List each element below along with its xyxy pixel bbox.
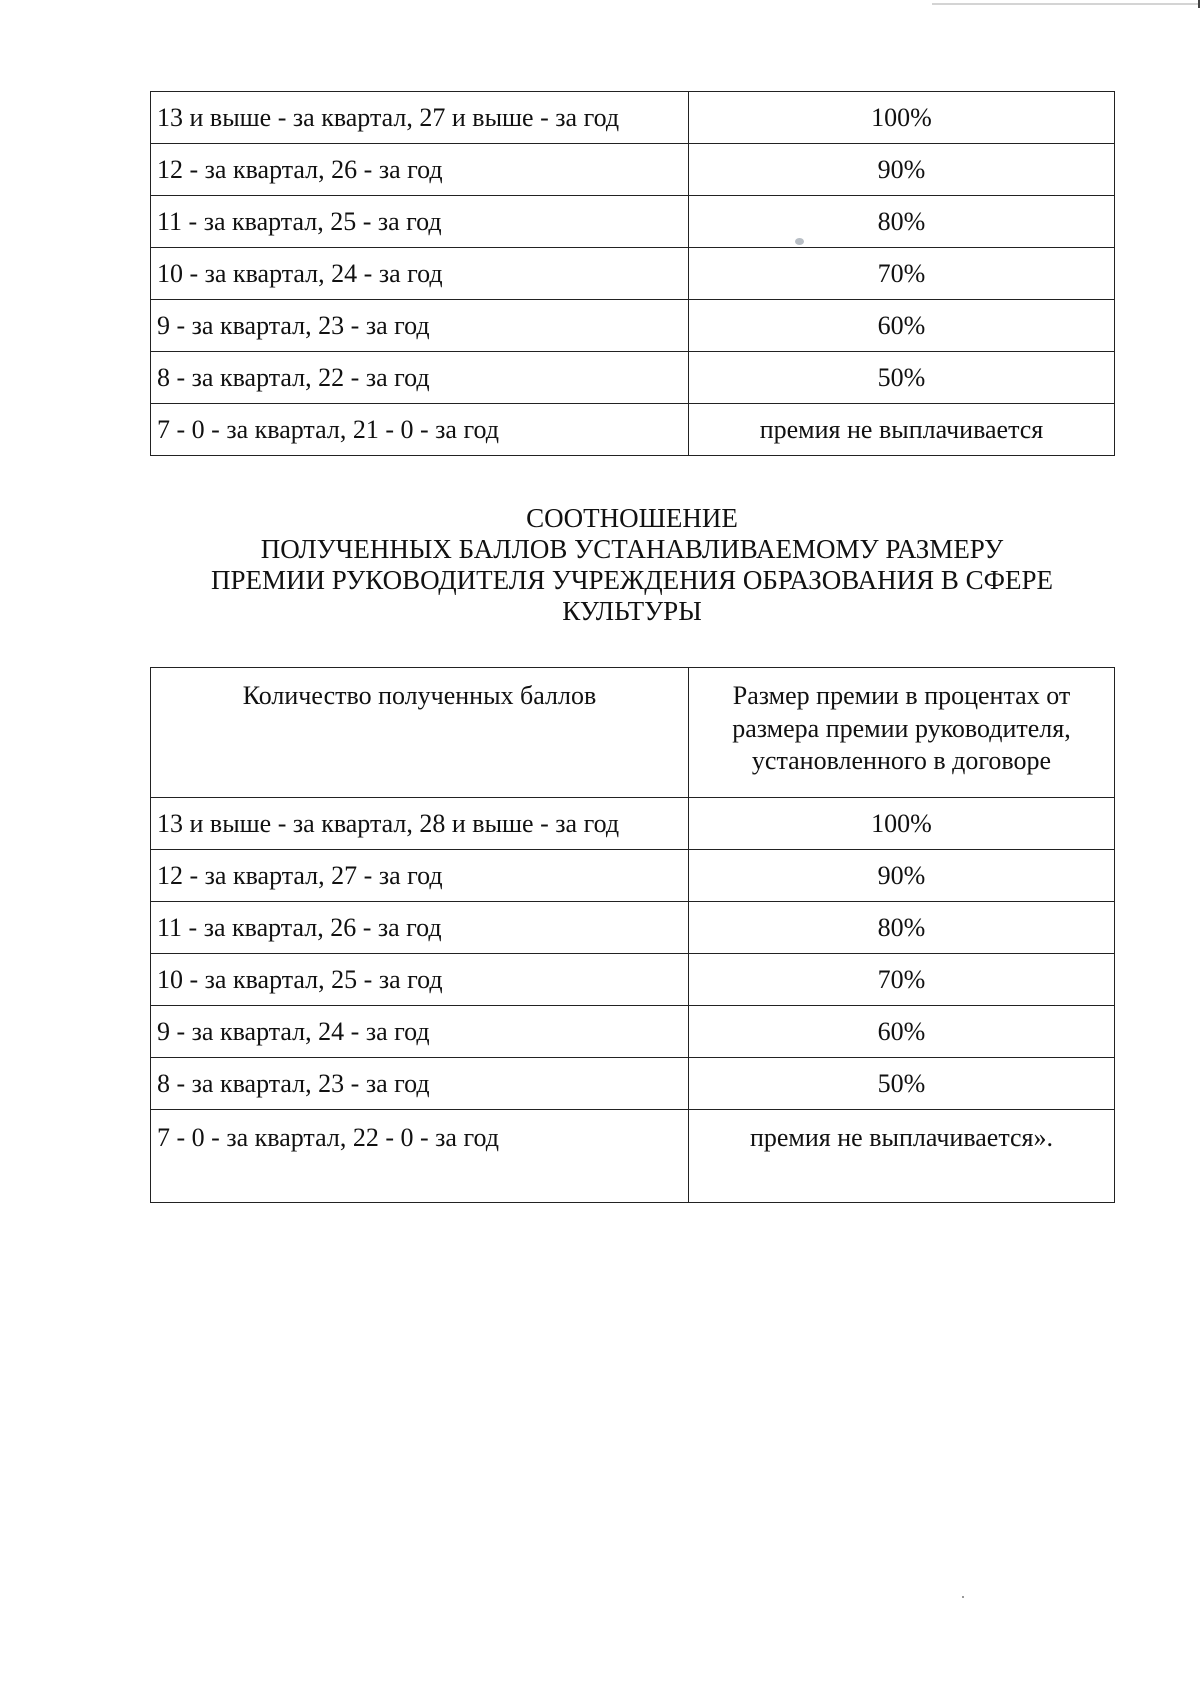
- percent-cell: премия не выплачивается».: [689, 1110, 1115, 1203]
- heading-line: ПРЕМИИ РУКОВОДИТЕЛЯ УЧРЕЖДЕНИЯ ОБРАЗОВАНИЯ В СФЕРЕ: [211, 565, 1053, 595]
- percent-cell: 70%: [689, 248, 1115, 300]
- table-row: [151, 850, 1115, 902]
- bonus-table-2: [150, 667, 1115, 1203]
- table-row: [151, 1058, 1115, 1110]
- points-cell: 10 - за квартал, 25 - за год: [151, 954, 689, 1006]
- header-label: Количество полученных баллов: [242, 681, 597, 710]
- scan-speck: [795, 238, 804, 245]
- table-row: [151, 352, 1115, 404]
- table-row: [151, 248, 1115, 300]
- table-header-row: [151, 668, 1115, 798]
- percent-cell: 60%: [689, 300, 1115, 352]
- points-cell: 7 - 0 - за квартал, 22 - 0 - за год: [151, 1110, 689, 1203]
- scan-edge-line: [932, 3, 1200, 5]
- table-row: [151, 92, 1115, 144]
- table-row: [151, 404, 1115, 456]
- points-cell: 12 - за квартал, 27 - за год: [151, 850, 689, 902]
- points-cell: 9 - за квартал, 23 - за год: [151, 300, 689, 352]
- table-row: [151, 798, 1115, 850]
- header-label: размера премии руководителя,: [732, 713, 1071, 743]
- table-row: [151, 954, 1115, 1006]
- heading-line: СООТНОШЕНИЕ: [526, 503, 738, 533]
- header-label: установленного в договоре: [751, 746, 1052, 775]
- points-cell: 11 - за квартал, 26 - за год: [151, 902, 689, 954]
- scan-dot: [962, 1596, 964, 1598]
- table-row: [151, 196, 1115, 248]
- points-cell: 7 - 0 - за квартал, 21 - 0 - за год: [151, 404, 689, 456]
- percent-cell: 50%: [689, 1058, 1115, 1110]
- percent-cell: 100%: [689, 798, 1115, 850]
- bonus-table-1: [150, 91, 1115, 456]
- percent-cell: 50%: [689, 352, 1115, 404]
- points-cell: 8 - за квартал, 23 - за год: [151, 1058, 689, 1110]
- points-cell: 11 - за квартал, 25 - за год: [151, 196, 689, 248]
- percent-cell: 70%: [689, 954, 1115, 1006]
- table-row: [151, 1110, 1115, 1203]
- points-cell: 12 - за квартал, 26 - за год: [151, 144, 689, 196]
- percent-cell: 90%: [689, 144, 1115, 196]
- heading-line: ПОЛУЧЕННЫХ БАЛЛОВ УСТАНАВЛИВАЕМОМУ РАЗМЕРУ: [260, 534, 1004, 564]
- table-row: [151, 1006, 1115, 1058]
- table-row: [151, 144, 1115, 196]
- points-cell: 13 и выше - за квартал, 27 и выше - за год: [151, 92, 689, 144]
- header-cell-percent: [689, 668, 1115, 798]
- points-cell: 13 и выше - за квартал, 28 и выше - за год: [151, 798, 689, 850]
- table-row: [151, 300, 1115, 352]
- percent-cell: премия не выплачивается: [689, 404, 1115, 456]
- percent-cell: 80%: [689, 196, 1115, 248]
- heading-line: КУЛЬТУРЫ: [562, 596, 702, 626]
- section-heading: [150, 503, 1114, 627]
- percent-cell: 60%: [689, 1006, 1115, 1058]
- points-cell: 8 - за квартал, 22 - за год: [151, 352, 689, 404]
- percent-cell: 90%: [689, 850, 1115, 902]
- points-cell: 9 - за квартал, 24 - за год: [151, 1006, 689, 1058]
- points-cell: 10 - за квартал, 24 - за год: [151, 248, 689, 300]
- percent-cell: 80%: [689, 902, 1115, 954]
- header-label: Размер премии в процентах от: [732, 681, 1071, 710]
- header-cell-points: [151, 668, 689, 798]
- table-row: [151, 902, 1115, 954]
- percent-cell: 100%: [689, 92, 1115, 144]
